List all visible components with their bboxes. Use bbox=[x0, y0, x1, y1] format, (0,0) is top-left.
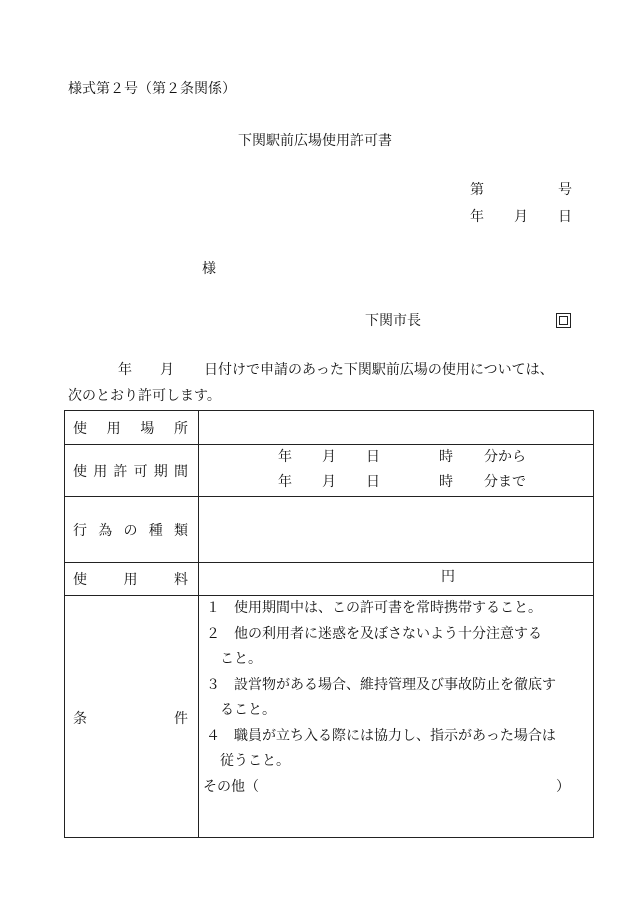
period-from-minute: 分から bbox=[484, 449, 526, 465]
period-to-hour: 時 bbox=[439, 474, 453, 490]
intro-year: 年 bbox=[118, 362, 132, 378]
intro-line2: 次のとおり許可します。 bbox=[68, 388, 221, 404]
activity-type-value bbox=[199, 497, 593, 562]
seal-inner-square bbox=[559, 316, 568, 325]
condition-3-line2: ること。 bbox=[220, 702, 276, 718]
condition-3-line1: ３ 設営物がある場合、維持管理及び事故防止を徹底す bbox=[206, 677, 556, 693]
condition-4-line1: ４ 職員が立ち入る際には協力し、指示があった場合は bbox=[206, 728, 556, 744]
seal-icon bbox=[556, 313, 571, 328]
number-suffix: 号 bbox=[558, 182, 572, 198]
location-value bbox=[199, 411, 593, 444]
condition-1-line1: １ 使用期間中は、この許可書を常時携帯すること。 bbox=[206, 600, 542, 616]
period-to-day: 日 bbox=[366, 474, 380, 490]
form-number: 様式第２号（第２条関係） bbox=[68, 81, 236, 97]
intro-line1: 日付けで申請のあった下関駅前広場の使用については、 bbox=[204, 362, 554, 378]
date-month: 月 bbox=[514, 209, 528, 225]
label-fee: 使用料 bbox=[73, 572, 188, 588]
period-to-minute: 分まで bbox=[484, 474, 526, 490]
table-column-divider bbox=[198, 411, 199, 837]
condition-2-line1: ２ 他の利用者に迷惑を及ぼさないよう十分注意する bbox=[206, 626, 542, 642]
intro-month: 月 bbox=[160, 362, 174, 378]
fee-unit: 円 bbox=[441, 569, 455, 585]
label-activity-type: 行為の種類 bbox=[73, 522, 188, 539]
period-from-year: 年 bbox=[278, 449, 292, 465]
date-year: 年 bbox=[470, 209, 484, 225]
label-period: 使用許可期間 bbox=[73, 463, 188, 480]
condition-4-line2: 従うこと。 bbox=[220, 753, 290, 769]
period-from-month: 月 bbox=[322, 449, 336, 465]
condition-other-close: ） bbox=[556, 779, 570, 795]
number-prefix: 第 bbox=[470, 182, 484, 198]
period-from-day: 日 bbox=[366, 449, 380, 465]
label-conditions: 条件 bbox=[73, 710, 188, 727]
period-to-month: 月 bbox=[322, 474, 336, 490]
document-title: 下関駅前広場使用許可書 bbox=[238, 133, 392, 149]
issuer-name: 下関市長 bbox=[365, 313, 421, 329]
label-location: 使用場所 bbox=[73, 420, 188, 437]
condition-2-line2: こと。 bbox=[220, 651, 262, 667]
addressee-honorific: 様 bbox=[202, 261, 216, 277]
date-day: 日 bbox=[558, 209, 572, 225]
condition-other-open: その他（ bbox=[203, 779, 259, 795]
period-to-year: 年 bbox=[278, 474, 292, 490]
period-from-hour: 時 bbox=[439, 449, 453, 465]
